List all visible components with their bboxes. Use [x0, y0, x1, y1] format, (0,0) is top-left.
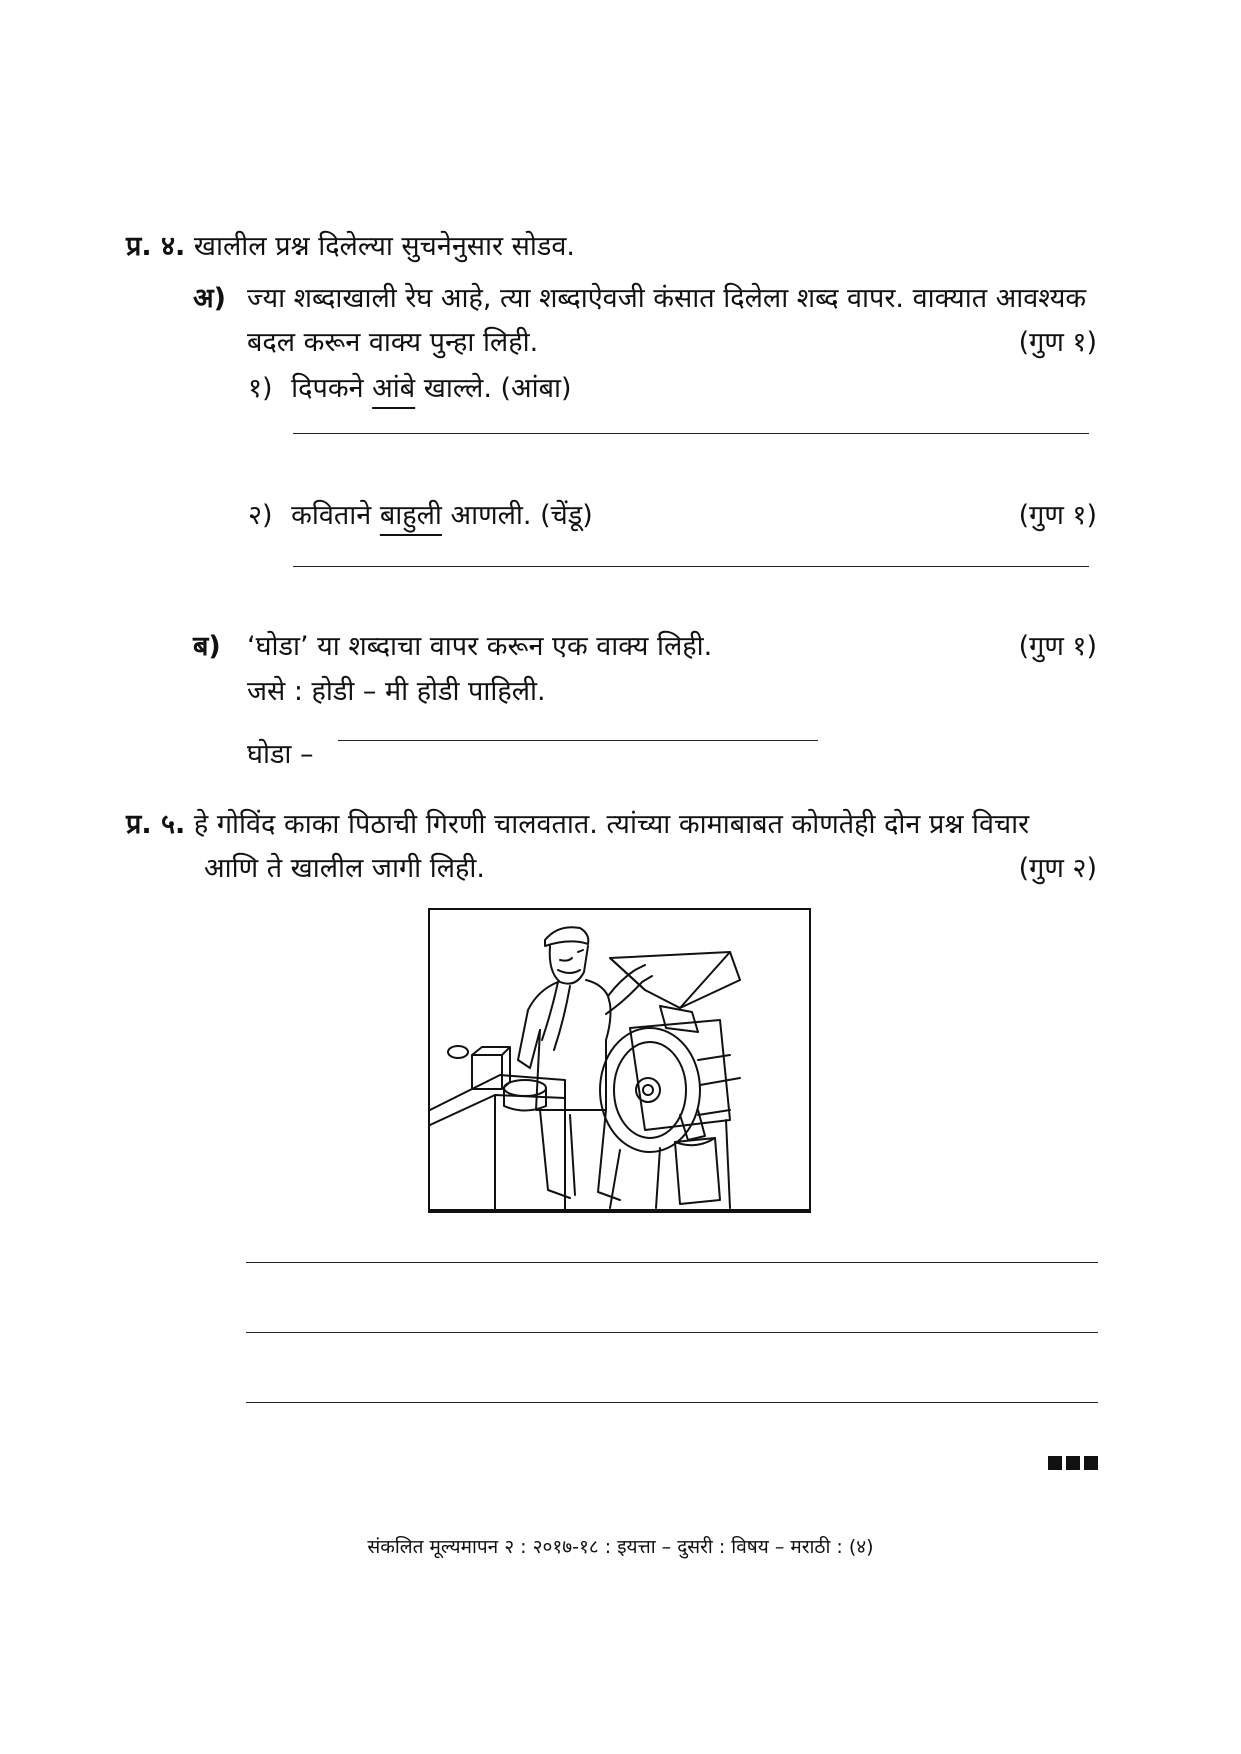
- item-number: २): [248, 500, 273, 531]
- q4-title: खालील प्रश्न दिलेल्या सुचनेनुसार सोडव.: [193, 231, 575, 262]
- q4b-marks: (गुण १): [1018, 631, 1097, 662]
- item-text-pre: कविताने: [291, 500, 372, 531]
- footer-text: संकलित मूल्यमापन २ : २०१७-१८ : इयत्ता – दुसरी : विषय – मराठी : (४): [367, 1536, 874, 1558]
- q5-text-line2: आणि ते खालील जागी लिही.: [204, 853, 485, 884]
- q4b-label: ब): [193, 631, 221, 662]
- answer-line-ghoda[interactable]: [338, 740, 818, 741]
- q5-label: प्र. ५.: [126, 809, 186, 840]
- flour-mill-illustration: [428, 908, 811, 1213]
- q4a-label: अ): [193, 283, 226, 314]
- item-number: १): [248, 373, 273, 404]
- q4a-instruction-line2: बदल करून वाक्य पुन्हा लिही.: [247, 327, 539, 358]
- q4-heading: [126, 230, 575, 264]
- end-marker: [1044, 1455, 1098, 1474]
- answer-line-1[interactable]: [293, 433, 1089, 434]
- item-text-pre: दिपकने: [291, 373, 364, 404]
- q4a-item-2-marks: (गुण १): [1018, 500, 1097, 531]
- answer-line-2[interactable]: [293, 566, 1089, 567]
- q5-marks: (गुण २): [1018, 853, 1097, 884]
- q4-label: प्र. ४.: [126, 231, 186, 262]
- underlined-word: आंबे: [372, 373, 416, 404]
- q4b-example: जसे : होडी – मी होडी पाहिली.: [247, 676, 546, 707]
- underlined-word: बाहुली: [379, 500, 442, 531]
- q4a-instruction-line1: ज्या शब्दाखाली रेघ आहे, त्या शब्दाऐवजी कंसात दिलेला शब्द वापर. वाक्यात आवश्यक: [247, 283, 1087, 314]
- q4a-item-2: [248, 499, 593, 533]
- q5-line1: [126, 808, 1029, 842]
- end-square: [1066, 1456, 1080, 1470]
- item-text-post: खाल्ले. (आंबा): [423, 373, 572, 404]
- end-square: [1084, 1456, 1098, 1470]
- q4b-instruction: ‘घोडा’ या शब्दाचा वापर करून एक वाक्य लिही.: [247, 631, 713, 662]
- q4b-answer-prefix: घोडा –: [247, 739, 314, 770]
- q5-answer-line-1[interactable]: [246, 1262, 1098, 1263]
- q5-answer-line-2[interactable]: [246, 1332, 1098, 1333]
- q4a-item-1: [248, 372, 572, 406]
- q5-text-line1: हे गोविंद काका पिठाची गिरणी चालवतात. त्यांच्या कामाबाबत कोणतेही दोन प्रश्न विचार: [193, 809, 1030, 840]
- item-text-post: आणली. (चेंडू): [450, 500, 593, 531]
- end-square: [1048, 1456, 1062, 1470]
- q4a-marks: (गुण १): [1018, 327, 1097, 358]
- q5-answer-line-3[interactable]: [246, 1402, 1098, 1403]
